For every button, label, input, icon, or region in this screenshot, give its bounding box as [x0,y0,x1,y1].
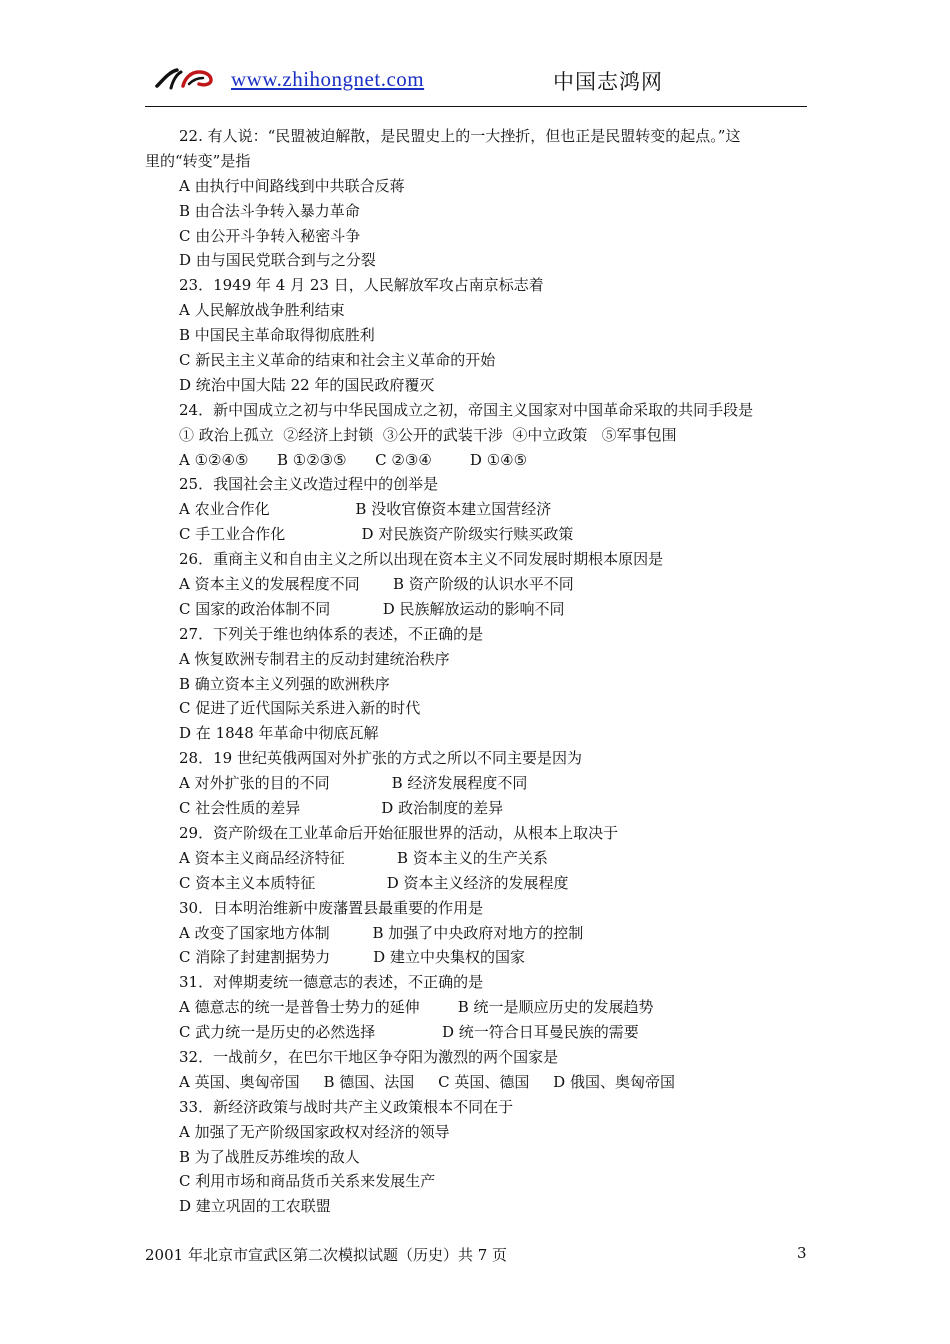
text-line: A 加强了无产阶级国家政权对经济的领导 [179,1122,450,1141]
text-line: A 资本主义的发展程度不同 B 资产阶级的认识水平不同 [179,575,574,594]
text-line: D 在 1848 年革命中彻底瓦解 [179,724,379,743]
text-line: 29．资产阶级在工业革命后开始征服世界的活动，从根本上取决于 [179,823,619,842]
text-line: A 德意志的统一是普鲁士势力的延伸 B 统一是顺应历史的发展趋势 [179,998,654,1017]
text-line: 26．重商主义和自由主义之所以出现在资本主义不同发展时期根本原因是 [179,550,664,569]
text-line: D 由与国民党联合到与之分裂 [179,251,376,270]
text-line: 32．一战前夕，在巴尔干地区争夺阳为激烈的两个国家是 [179,1047,559,1066]
text-line: C 社会性质的差异 D 政治制度的差异 [179,799,504,818]
text-line: 28．19 世纪英俄两国对外扩张的方式之所以不同主要是因为 [179,749,582,768]
page-number: 3 [797,1244,807,1262]
text-line: D 建立巩固的工农联盟 [179,1197,331,1216]
text-line: B 为了战胜反苏维埃的敌人 [179,1147,360,1166]
text-line: A 对外扩张的目的不同 B 经济发展程度不同 [179,774,528,793]
text-line: 31．对俾期麦统一德意志的表述，不正确的是 [179,973,484,992]
text-line: A ①②④⑤ B ①②③⑤ C ②③④ D ①④⑤ [179,450,528,469]
text-line: A 由执行中间路线到中共联合反蒋 [179,176,405,195]
text-line: B 中国民主革命取得彻底胜利 [179,326,375,345]
text-line: ① 政治上孤立 ②经济上封锁 ③公开的武装干涉 ④中立政策 ⑤军事包围 [179,425,677,444]
header-divider [145,106,807,107]
text-line: C 武力统一是历史的必然选择 D 统一符合日耳曼民族的需要 [179,1023,639,1042]
text-line: B 由合法斗争转入暴力革命 [179,201,360,220]
text-line: A 人民解放战争胜利结束 [179,301,345,320]
text-line: A 资本主义商品经济特征 B 资本主义的生产关系 [179,848,548,867]
exam-questions [145,124,809,1219]
text-line: 30．日本明治维新中废藩置县最重要的作用是 [179,898,484,917]
text-line: 27．下列关于维也纳体系的表述，不正确的是 [179,624,484,643]
text-line: 里的“转变”是指 [145,151,251,170]
text-line: 25．我国社会主义改造过程中的创举是 [179,475,439,494]
text-line: A 改变了国家地方体制 B 加强了中央政府对地方的控制 [179,923,584,942]
site-url-link[interactable]: www.zhihongnet.com [231,67,425,91]
text-line: C 利用市场和商品货币关系来发展生产 [179,1172,436,1191]
zhihong-logo-icon [155,66,215,92]
text-line: C 新民主主义革命的结束和社会主义革命的开始 [179,351,496,370]
text-line: 33．新经济政策与战时共产主义政策根本不同在于 [179,1097,514,1116]
text-line: A 恢复欧洲专制君主的反动封建统治秩序 [179,649,450,668]
text-line: A 英国、奥匈帝国 B 德国、法国 C 英国、德国 D 俄国、奥匈帝国 [179,1072,675,1091]
text-line: 22. 有人说：“民盟被迫解散，是民盟史上的一大挫折，但也正是民盟转变的起点。”这 [179,127,741,145]
site-name: 中国志鸿网 [553,70,663,94]
text-line: C 资本主义本质特征 D 资本主义经济的发展程度 [179,873,569,892]
text-line: C 国家的政治体制不同 D 民族解放运动的影响不同 [179,599,565,618]
text-line: D 统治中国大陆 22 年的国民政府覆灭 [179,375,435,394]
text-line: C 促进了近代国际关系进入新的时代 [179,699,421,718]
text-line: 23．1949 年 4 月 23 日，人民解放军攻占南京标志着 [179,276,544,295]
text-line: C 消除了封建割据势力 D 建立中央集权的国家 [179,948,525,967]
text-line: B 确立资本主义列强的欧洲秩序 [179,674,390,693]
text-line: 24．新中国成立之初与中华民国成立之初，帝国主义国家对中国革命采取的共同手段是 [179,400,754,419]
text-line: C 手工业合作化 D 对民族资产阶级实行赎买政策 [179,525,574,544]
text-line: A 农业合作化 B 没收官僚资本建立国营经济 [179,500,552,519]
footer-title: 2001 年北京市宣武区第二次模拟试题（历史）共 7 页 [145,1246,508,1264]
page-header [145,62,807,102]
text-line: C 由公开斗争转入秘密斗争 [179,226,361,245]
